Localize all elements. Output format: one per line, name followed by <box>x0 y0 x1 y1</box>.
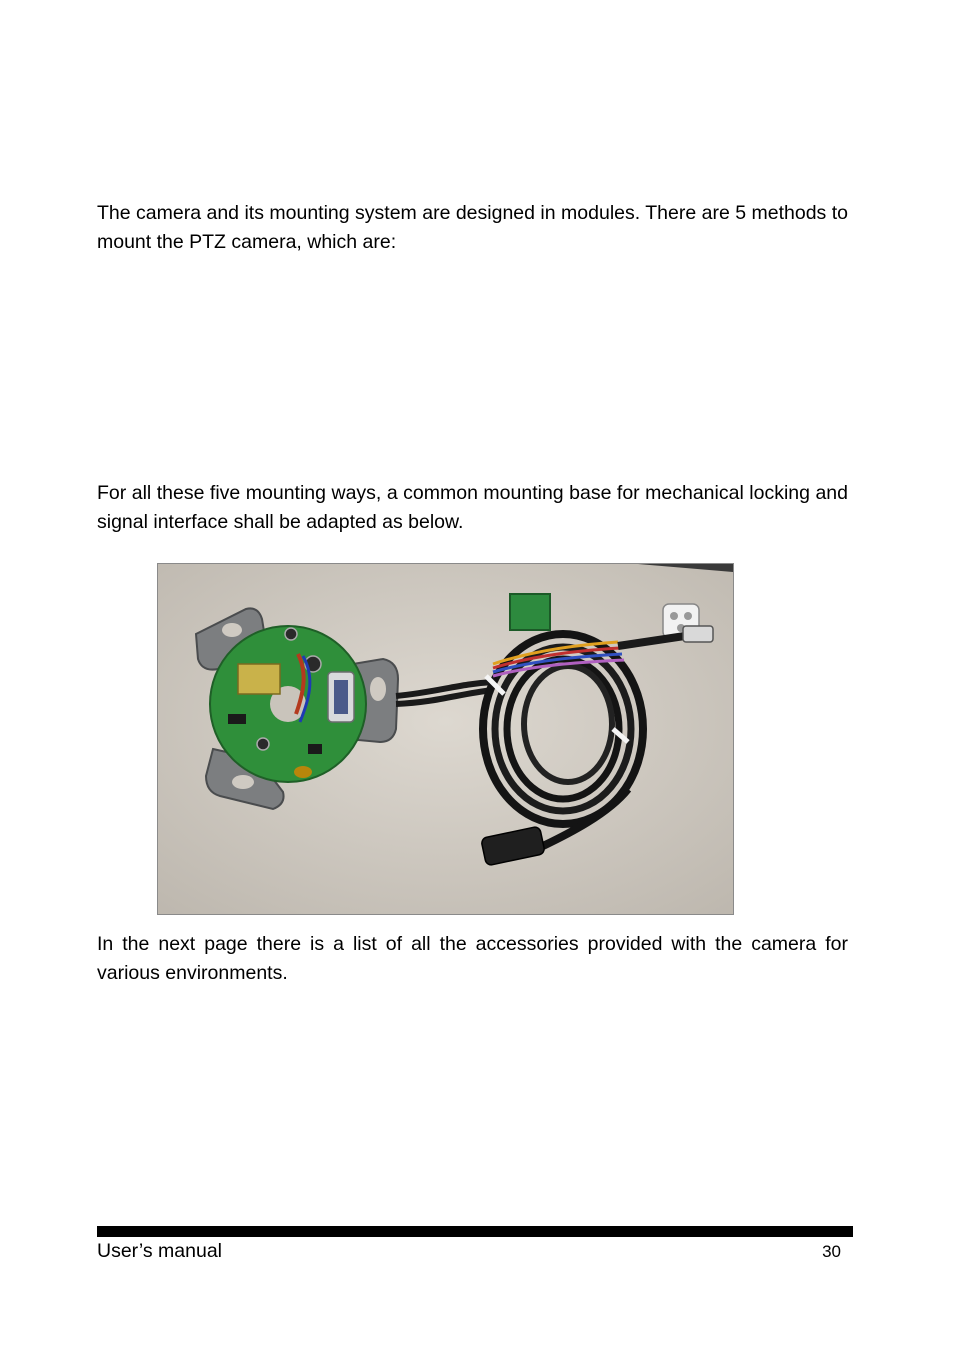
intro-paragraph: The camera and its mounting system are designed in modules. There are 5 methods to mount the PTZ camera, which are: <box>97 202 848 253</box>
footer-rule <box>97 1226 853 1237</box>
footer-title: User’s manual <box>97 1240 222 1262</box>
mounting-base-paragraph: For all these five mounting ways, a common mounting base for mechanical locking and signal interface shall be adapted as below. <box>97 482 848 533</box>
page-number: 30 <box>822 1242 841 1261</box>
accessories-paragraph: In the next page there is a list of all the accessories provided with the camera for various environments. <box>97 933 848 984</box>
green-connector <box>510 594 550 630</box>
mounting-base-photo <box>157 563 734 915</box>
